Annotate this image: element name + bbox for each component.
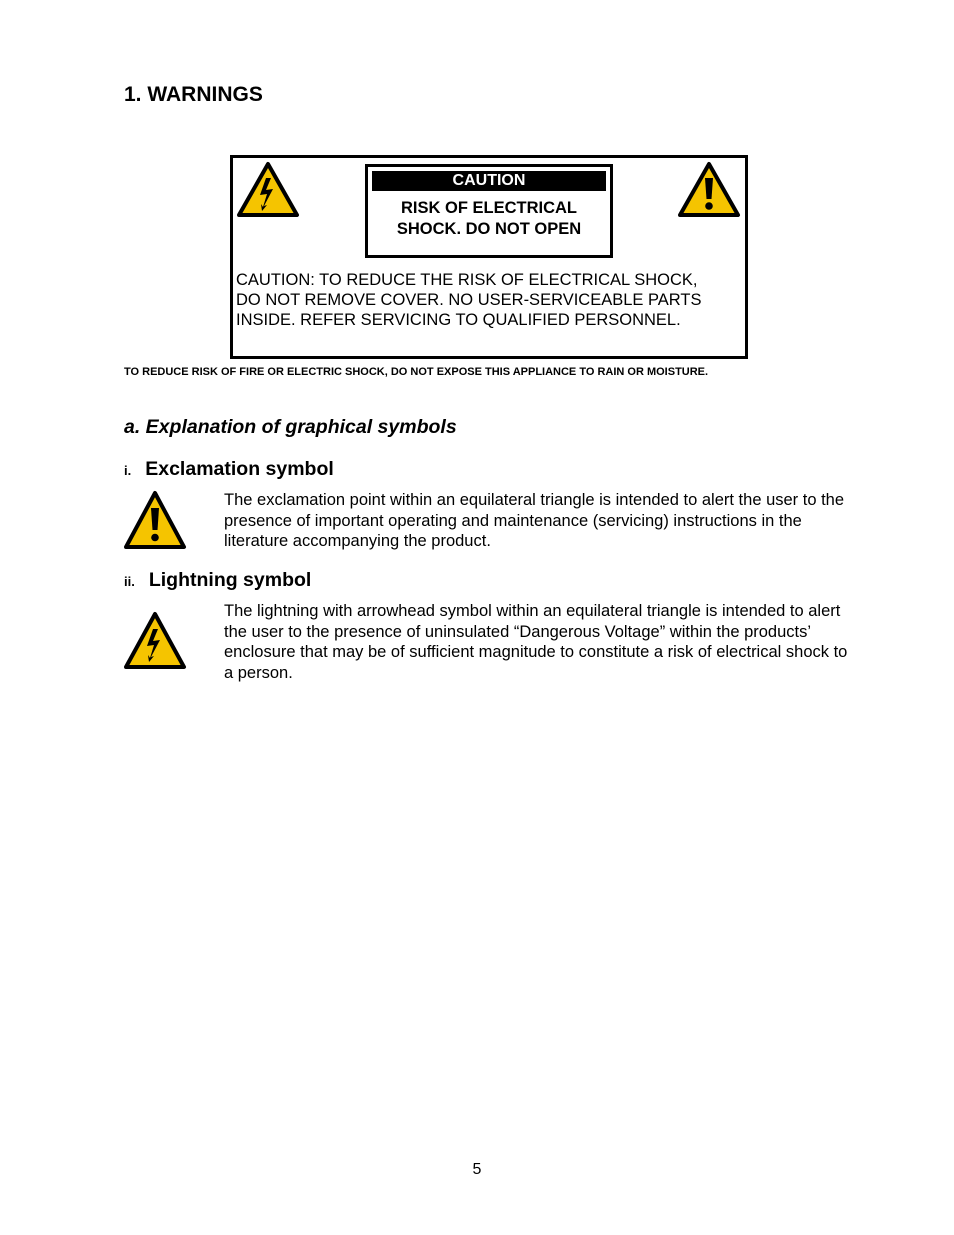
caution-risk-text <box>368 198 610 240</box>
caution-risk-line: RISK OF ELECTRICAL <box>401 199 577 217</box>
symbol-number: ii. <box>124 574 135 589</box>
page-heading: 1. WARNINGS <box>124 83 263 106</box>
caution-instructions-line: CAUTION: TO REDUCE THE RISK OF ELECTRICAL SHOCK, <box>236 271 698 289</box>
fire-warning: TO REDUCE RISK OF FIRE OR ELECTRIC SHOCK, DO NOT EXPOSE THIS APPLIANCE TO RAIN OR MOISTURE. <box>124 366 709 378</box>
symbol-title: Exclamation symbol <box>145 458 334 480</box>
exclamation-triangle-icon <box>123 490 187 550</box>
exclamation-symbol-description: The exclamation point within an equilateral triangle is intended to alert the user to the presence of important operating and maintenance (servicing) instructions in the literature accompanying the product. <box>224 491 845 550</box>
section-heading: a. Explanation of graphical symbols <box>124 416 457 438</box>
lightning-triangle-icon <box>236 161 300 218</box>
lightning-symbol-heading <box>124 569 311 592</box>
lightning-triangle-icon <box>123 611 187 670</box>
symbol-title: Lightning symbol <box>148 569 312 591</box>
lightning-symbol-description: The lightning with arrowhead symbol within an equilateral triangle is intended to alert the user to the presence of uninsulated “Dangerous Voltage” within the products’ enclosure that may be of sufficient magnitude to constitute a risk of electrical shock to a person. <box>224 602 848 682</box>
caution-instructions <box>236 270 744 330</box>
caution-risk-line: SHOCK. DO NOT OPEN <box>396 220 582 238</box>
caution-label <box>365 164 613 258</box>
page-number: 5 <box>472 1161 482 1178</box>
symbol-number: i. <box>124 463 132 478</box>
exclamation-symbol-heading <box>124 458 334 481</box>
caution-instructions-line: DO NOT REMOVE COVER. NO USER-SERVICEABLE PARTS <box>236 291 702 309</box>
caution-title: CAUTION <box>372 171 606 191</box>
caution-instructions-line: INSIDE. REFER SERVICING TO QUALIFIED PERSONNEL. <box>236 311 681 329</box>
exclamation-triangle-icon <box>677 161 741 218</box>
